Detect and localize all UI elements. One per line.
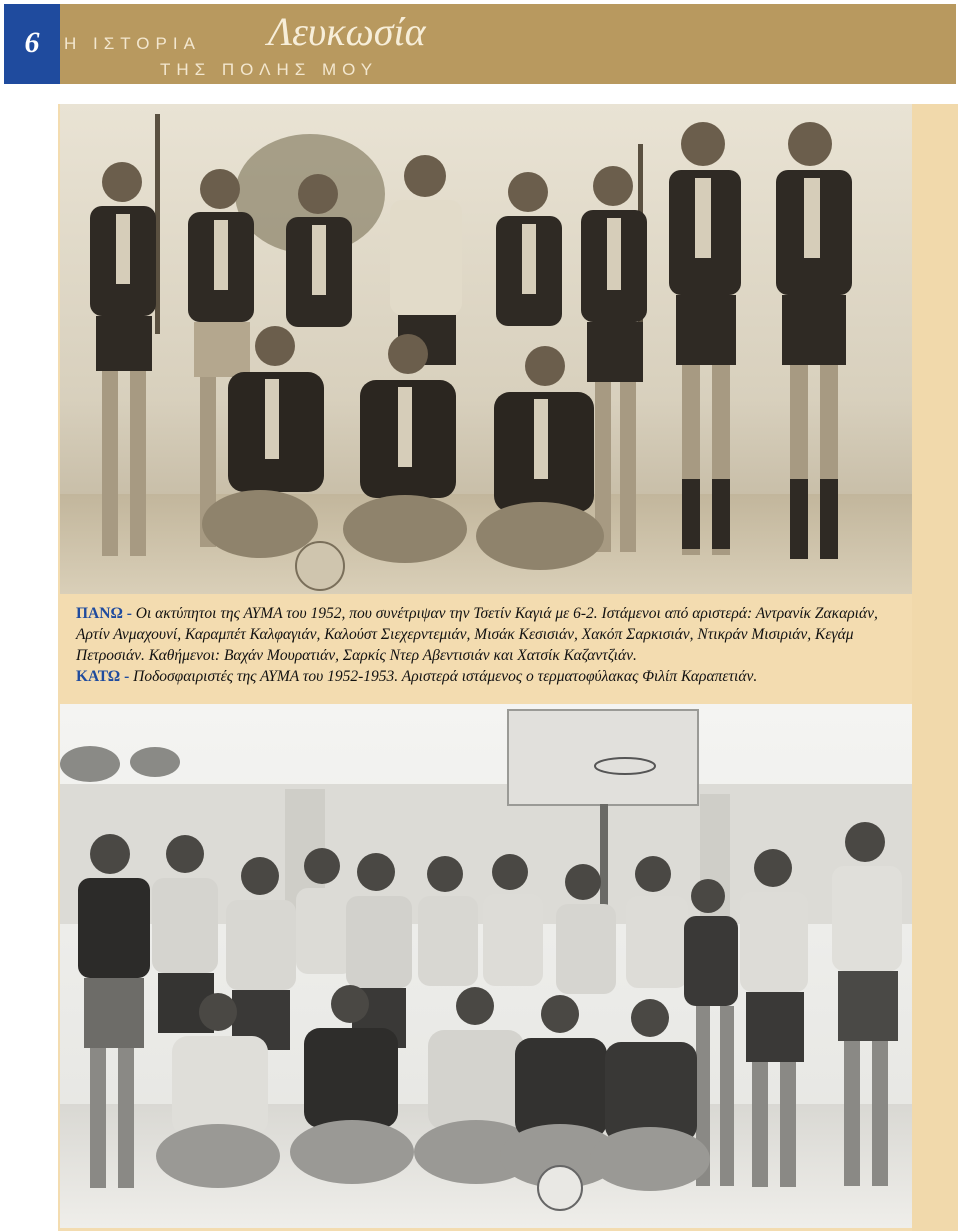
series-title-line1: Η ΙΣΤΟΡΙΑ <box>64 34 201 53</box>
photo-caption <box>76 603 906 687</box>
right-margin-strip <box>912 104 958 1231</box>
page-number-box <box>4 4 60 84</box>
caption-top-text: Οι ακτύπητοι της ΑΥΜΑ του 1952, που συνέτριψαν την Τσετίν Καγιά με 6-2. Ιστάμενοι από αριστερά: Αντρανίκ Ζακαριάν, Αρτίν Ανμαχουνί, Καραμπέτ Καλφαγιάν, Καλούστ Σιεχερντεμιάν, Μισάκ Κεσισιάν, Χακόπ Σαρκισιάν, Ντικράν Μισιριάν, Κεγάμ Πετροσιάν. Καθήμενοι: Βαχάν Μουρατιάν, Σαρκίς Ντερ Αβεντισιάν και Χατσίκ Καζαντζιάν. <box>76 605 878 664</box>
caption-dash: - <box>120 668 134 685</box>
caption-dash: - <box>122 605 136 622</box>
series-city-title: Λευκωσία <box>268 9 426 54</box>
caption-bottom-text: Ποδοσφαιριστές της ΑΥΜΑ του 1952-1953. Αριστερά ιστάμενος ο τερματοφύλακας Φιλίπ Καραπετιάν. <box>133 668 758 685</box>
team-photo-1952 <box>60 104 912 594</box>
caption-top-label: ΠΑΝΩ <box>76 605 123 622</box>
team-photo-1952-1953-illustration <box>60 704 912 1228</box>
series-title-line2: ΤΗΣ ΠΟΛΗΣ ΜΟΥ <box>160 60 379 79</box>
team-photo-1952-illustration <box>60 104 912 594</box>
page-number: 6 <box>24 26 40 59</box>
team-photo-1952-1953 <box>60 704 912 1228</box>
caption-bottom-label: ΚΑΤΩ <box>76 668 121 685</box>
